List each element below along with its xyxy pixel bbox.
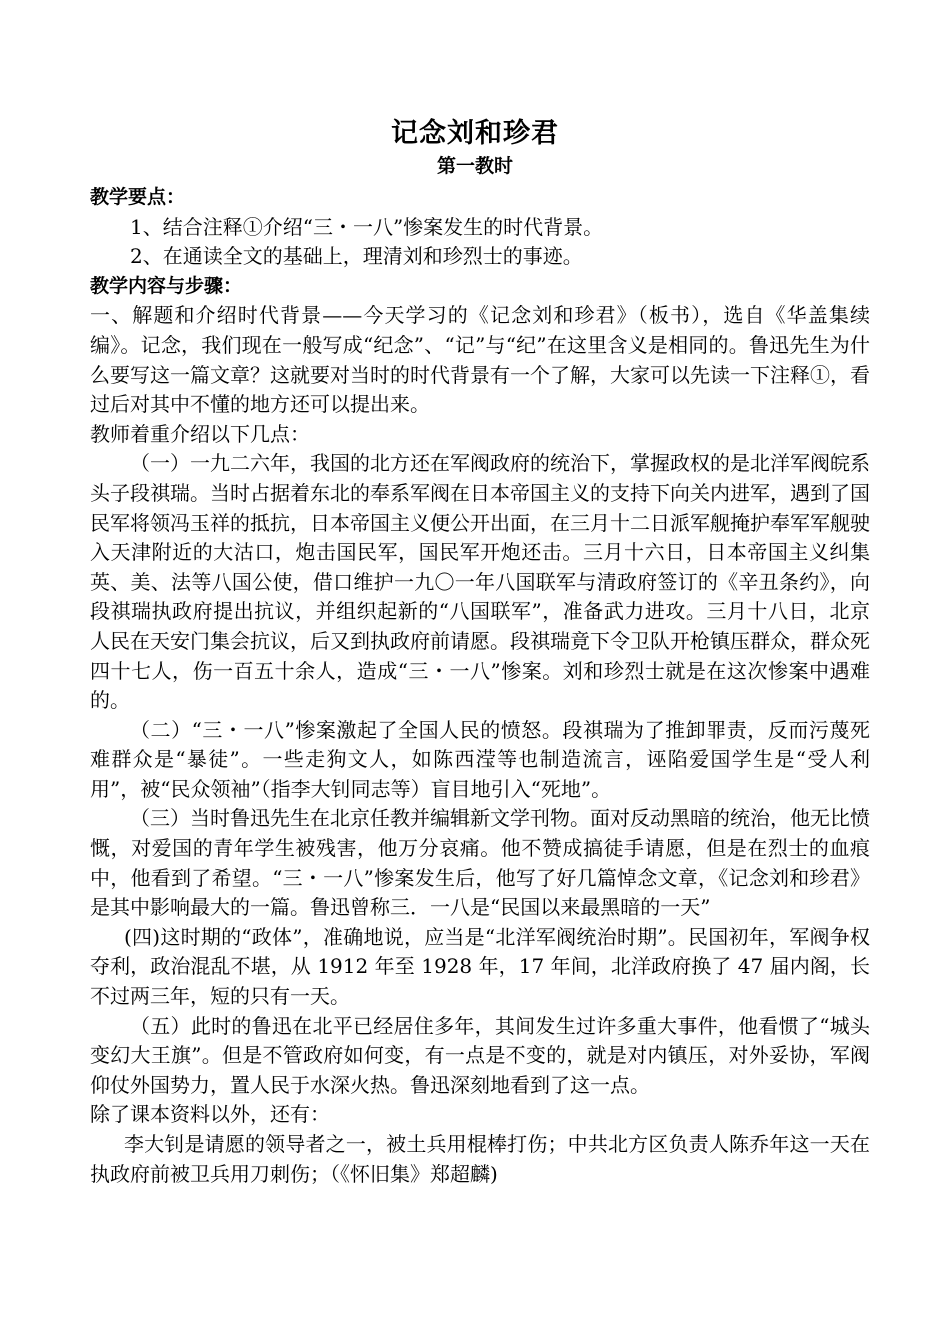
background-point: （二）“三・一八”惨案激起了全国人民的愤怒。段祺瑞为了推卸罪责，反而污蔑死难群众是“暴徒”。一些走狗文人，如陈西滢等也制造流言，诬陷爱国学生是“受人利用”，被“民众领袖”（指李大钊同志等）盲目地引入“死地”。 [90, 717, 870, 801]
background-point: （三）当时鲁迅先生在北京任教并编辑新文学刊物。面对反动黑暗的统治，他无比愤慨，对爱国的青年学生被残害，他万分哀痛。他不赞成搞徒手请愿，但是在烈士的血痕中，他看到了希望。“三・一八”惨案发生后，他写了好几篇悼念文章，《记念刘和珍君》是其中影响最大的一篇。鲁迅曾称三．一八是“民国以来最黑暗的一天” [90, 806, 870, 920]
document-title: 记念刘和珍君 [391, 118, 559, 149]
background-point: (四)这时期的“政体”，准确地说，应当是“北洋军阀统治时期”。民国初年，军阀争权夺利，政治混乱不堪，从 1912 年至 1928 年，17 年间，北洋政府换了 47 届内阁，长不过两三年，短的只有一天。 [90, 924, 870, 1009]
teacher-intro: 教师着重介绍以下几点： [90, 421, 310, 446]
intro-paragraph: 一、解题和介绍时代背景——今天学习的《记念刘和珍君》（板书），选自《华盖集续编》。记念，我们现在一般写成“纪念”、“记”与“纪”在这里含义是相同的。鲁迅先生为什么要写这一篇文章？这就要对当时的时代背景有一个了解，大家可以先读一下注释①，看过后对其中不懂的地方还可以提出来。 [90, 303, 870, 417]
steps-heading: 教学内容与步骤： [90, 274, 243, 297]
background-point: （五）此时的鲁迅在北平已经居住多年，其间发生过许多重大事件，他看惯了“城头变幻大王旗”。但是不管政府如何变，有一点是不变的，就是对内镇压，对外妥协，军阀仰仗外国势力，置人民于水深火热。鲁迅深刻地看到了这一点。 [90, 1013, 870, 1097]
key-points-heading: 教学要点： [90, 186, 186, 208]
key-point-item: 2、在通读全文的基础上，理清刘和珍烈士的事迹。 [130, 244, 583, 269]
extra-paragraph: 李大钊是请愿的领导者之一，被土兵用棍棒打伤；中共北方区负责人陈乔年这一天在执政府前被卫兵用刀刺伤；（《怀旧集》郑超麟) [90, 1132, 870, 1186]
document-subtitle: 第一教时 [436, 155, 513, 177]
document-body [90, 183, 870, 1189]
key-point-item: 1、结合注释①介绍“三・一八”惨案发生的时代背景。 [130, 214, 604, 239]
extra-intro: 除了课本资料以外，还有： [90, 1102, 330, 1127]
background-point: （一）一九二六年，我国的北方还在军阀政府的统治下，掌握政权的是北洋军阀皖系头子段祺瑞。当时占据着东北的奉系军阀在日本帝国主义的支持下向关内进军，遇到了国民军将领冯玉祥的抵抗，日本帝国主义便公开出面，在三月十二日派军舰掩护奉军军舰驶入天津附近的大沽口，炮击国民军，国民军开炮还击。三月十六日，日本帝国主义纠集英、美、法等八国公使，借口维护一九〇一年八国联军与清政府签订的《辛丑条约》，向段祺瑞执政府提出抗议，并组织起新的“八国联军”，准备武力进攻。三月十八日，北京人民在天安门集会抗议，后又到执政府前请愿。段祺瑞竟下令卫队开枪镇压群众，群众死四十七人，伤一百五十余人，造成“三・一八”惨案。刘和珍烈士就是在这次惨案中遇难的。 [90, 451, 870, 713]
